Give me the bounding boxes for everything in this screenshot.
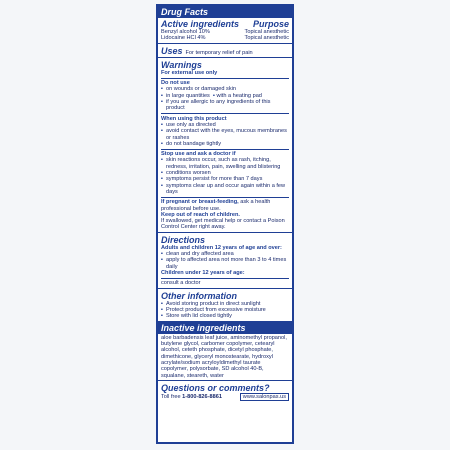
swallowed-warning: If swallowed, get medical help or contact a Poison Control Center right away. (161, 218, 285, 231)
warnings-section (158, 58, 292, 233)
divider (161, 113, 289, 114)
pregnancy-warning (161, 199, 289, 212)
pregnancy-text: ask a health professional before use. (161, 199, 271, 212)
pregnancy-bold: If pregnant or breast-feeding, (161, 199, 239, 206)
list-item: ▪ on wounds or damaged skin (161, 86, 289, 92)
contact-row (161, 393, 289, 401)
list-item: ▪ Protect product from excessive moisture (161, 307, 289, 313)
active-ingredient: Benzyl alcohol 10% (161, 29, 210, 35)
warnings-header: Warnings (161, 59, 202, 70)
list-item: ▪ do not bandage tightly (161, 141, 289, 147)
uses-section (158, 44, 292, 58)
questions-section (158, 381, 292, 402)
active-ingredients-section (158, 6, 292, 44)
divider (161, 197, 289, 198)
uses-header: Uses (161, 45, 183, 56)
toll-free (161, 394, 222, 400)
active-row (161, 35, 289, 41)
list-item: ▪ avoid contact with the eyes, mucous membranes or rashes (161, 128, 289, 141)
list-item: ▪ conditions worsen (161, 170, 289, 176)
inactive-text: aloe barbadensis leaf juice, aminomethyl propanol, butylene glycol, carbomer copolymer, cetearyl alcohol, ceteth phosphate, dicetyl phosphate, dimethicone, glyceryl monostearate, hydroxyl acrylate/sodium acryloyldimethyl taurate copolymer, polysorbate, SD alcohol 40-B, squalane, steareth, water (161, 334, 287, 379)
inactive-header: Inactive ingredients (158, 322, 292, 334)
list-item: ▪ use only as directed (161, 122, 289, 128)
divider (161, 78, 289, 79)
drug-facts-title: Drug Facts (158, 6, 292, 18)
list-item: ▪ Store with lid closed tightly (161, 313, 289, 319)
list-item: ▪ skin reactions occur, such as rash, itching, redness, irritation, pain, swelling and blistering (161, 157, 289, 170)
website-link[interactable]: www.salonpas.us (240, 393, 289, 401)
list-item: ▪ if you are allergic to any ingredients of this product (161, 99, 289, 112)
inactive-section (158, 322, 292, 382)
list-item-text: in large quantities (166, 92, 210, 99)
list-item: ▪ apply to affected area not more than 3 to 4 times daily (161, 257, 289, 270)
list-item: ▪ in large quantities ▪ with a heating pad (161, 93, 289, 99)
active-purpose: Topical anesthetic (244, 35, 289, 42)
keep-out-warning: Keep out of reach of children. (161, 211, 240, 218)
drug-facts-panel (156, 4, 294, 444)
divider (161, 149, 289, 150)
children-text: consult a doctor (161, 280, 201, 287)
stop-use-header: Stop use and ask a doctor if (161, 151, 236, 158)
other-info-header: Other information (161, 290, 237, 301)
directions-header: Directions (161, 234, 206, 245)
do-not-use-header: Do not use (161, 80, 190, 87)
list-item: ▪ Avoid storing product in direct sunlight (161, 301, 289, 307)
active-header-row (161, 19, 289, 29)
adults-header: Adults and children 12 years of age and over: (161, 244, 282, 251)
uses-text: For temporary relief of pain (185, 49, 253, 56)
list-item: ▪ symptoms persist for more than 7 days (161, 176, 289, 182)
active-purpose: Topical anesthetic (244, 29, 289, 35)
active-ingredients-header: Active ingredients (161, 19, 240, 29)
active-ingredient: Lidocaine HCl 4% (161, 35, 206, 42)
toll-free-label: Toll free (161, 393, 181, 400)
list-item-text: with a heating pad (216, 92, 262, 99)
questions-header: Questions or comments? (161, 382, 270, 393)
purpose-header: Purpose (252, 19, 289, 29)
list-item: ▪ clean and dry affected area (161, 251, 289, 257)
phone-number[interactable]: 1-800-826-8861 (182, 393, 222, 400)
children-header: Children under 12 years of age: (161, 269, 245, 276)
divider (161, 278, 289, 279)
when-using-header: When using this product (161, 115, 227, 122)
external-use-note: For external use only (161, 69, 218, 76)
other-info-section (158, 289, 292, 322)
directions-section (158, 233, 292, 289)
list-item: ▪ symptoms clear up and occur again within a few days (161, 183, 289, 196)
